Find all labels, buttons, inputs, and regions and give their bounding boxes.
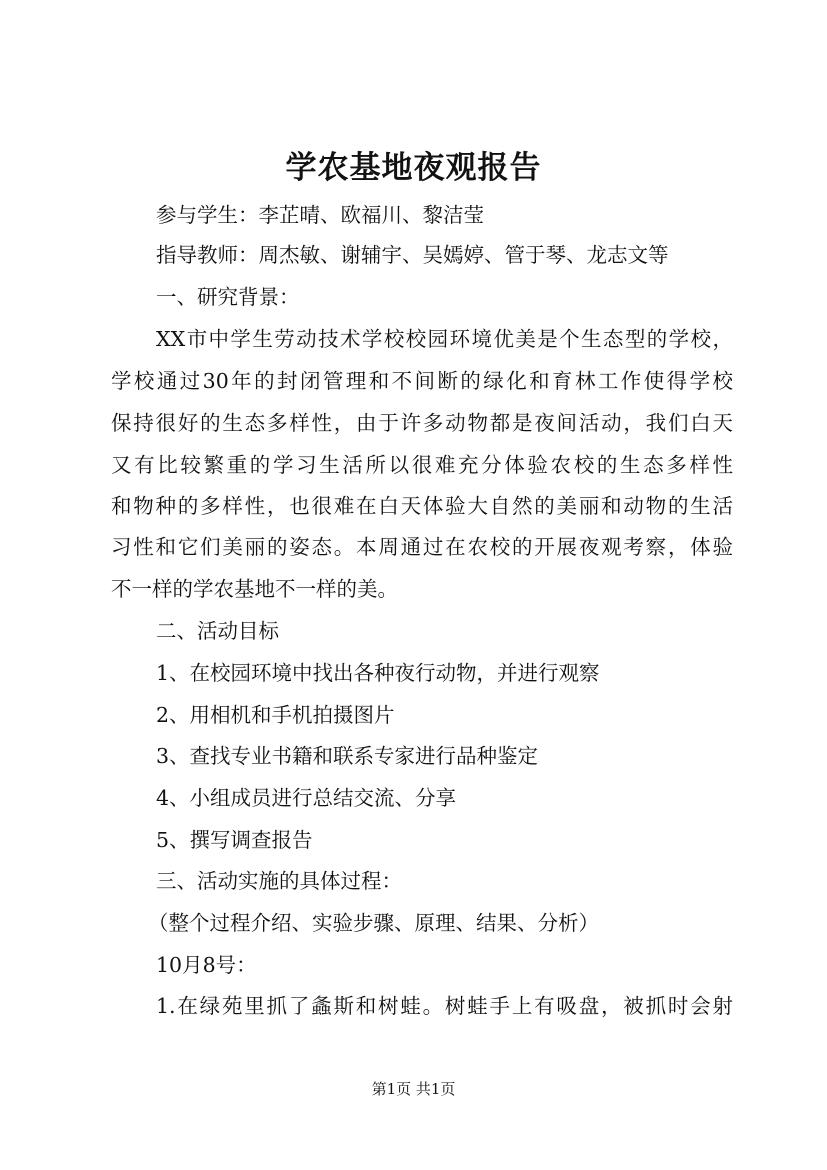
goal-item: 5、撰写调查报告 — [156, 828, 313, 852]
background-line: 习性和它们美丽的姿态。本周通过在农校的开展夜观考察，体验 — [111, 535, 733, 559]
background-line: 和物种的多样性，也很难在白天体验大自然的美丽和动物的生活 — [111, 494, 733, 518]
background-line: 学校通过30年的封闭管理和不间断的绿化和育林工作使得学校 — [111, 369, 733, 393]
goal-item: 1、在校园环境中找出各种夜行动物，并进行观察 — [156, 661, 600, 685]
goal-item: 2、用相机和手机拍摄图片 — [156, 703, 395, 727]
page-footer: 第1页 共1页 — [371, 1080, 456, 1098]
goal-item: 4、小组成员进行总结交流、分享 — [156, 786, 457, 810]
background-line: XX市中学生劳动技术学校校园环境优美是个生态型的学校， — [156, 327, 733, 351]
participants-line: 参与学生：李芷晴、欧福川、黎洁莹 — [156, 203, 484, 227]
teachers-line: 指导教师：周杰敏、谢辅宇、吴嫣婷、管于琴、龙志文等 — [156, 243, 669, 267]
document-title: 学农基地夜观报告 — [285, 150, 542, 186]
goal-item: 3、查找专业书籍和联系专家进行品种鉴定 — [156, 744, 539, 768]
background-line: 保持很好的生态多样性，由于许多动物都是夜间活动，我们白天 — [111, 411, 733, 435]
background-line: 又有比较繁重的学习生活所以很难充分体验农校的生态多样性 — [111, 453, 733, 477]
date-line: 10月8号： — [156, 953, 257, 977]
section3-heading: 三、活动实施的具体过程： — [156, 869, 402, 893]
section1-heading: 一、研究背景： — [156, 285, 300, 309]
section2-heading: 二、活动目标 — [156, 619, 279, 643]
process-item: 1.在绿苑里抓了螽斯和树蛙。树蛙手上有吸盘，被抓时会射 — [156, 994, 733, 1018]
background-line: 不一样的学农基地不一样的美。 — [111, 577, 398, 601]
process-note: （整个过程介绍、实验步骤、原理、结果、分析） — [148, 911, 599, 935]
